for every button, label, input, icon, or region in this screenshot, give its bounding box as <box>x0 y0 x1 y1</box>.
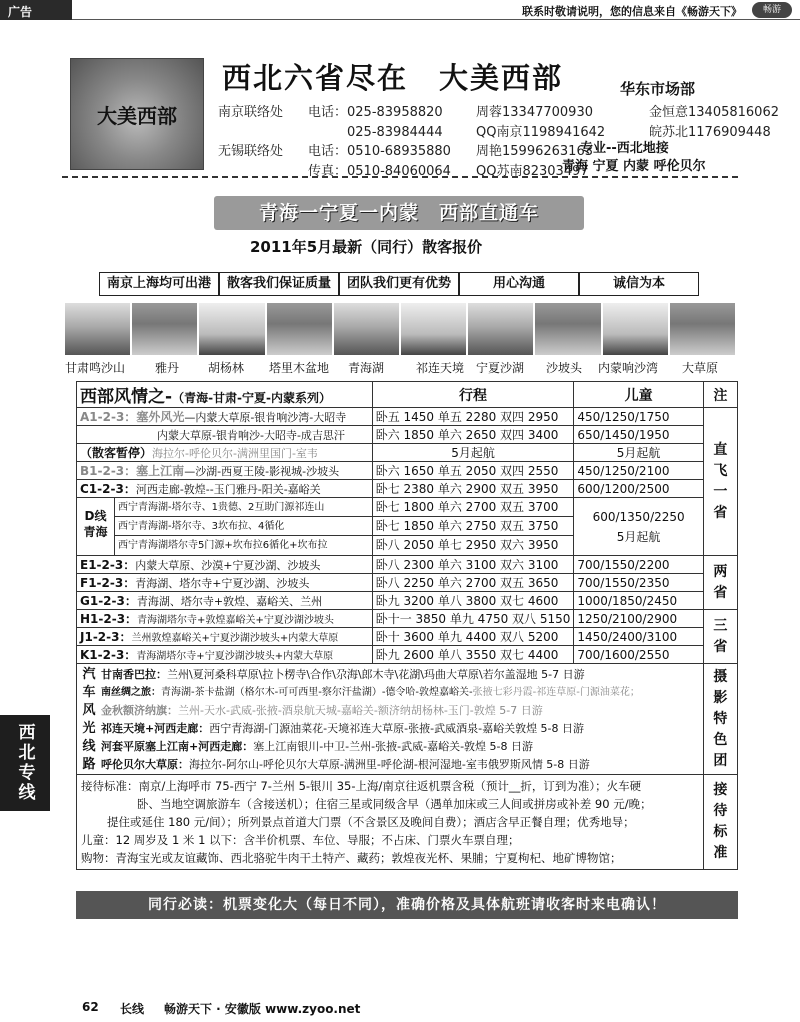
table-title: 西部风情之-（青海-甘肃-宁夏-内蒙系列） <box>77 382 373 408</box>
page-number: 62 <box>82 1000 99 1014</box>
scenery-photo <box>334 303 399 355</box>
slogan: 西北六省尽在 大美西部 <box>222 61 564 95</box>
note-three-provinces: 三省 <box>703 610 737 664</box>
shopping-info: 购物：青海宝光或友谊藏饰、西北骆驼牛肉干土特产、藏药；敦煌夜光杯、果脯；宁夏枸杞、地矿博物馆； <box>81 851 622 865</box>
note-two-provinces: 两省 <box>703 556 737 610</box>
source-note: 联系时敬请说明，您的信息来自《畅游天下》 <box>522 5 742 18</box>
motto: 散客我们保证质量 <box>220 273 340 295</box>
auto-tour-routes <box>77 664 738 775</box>
table-row: J1-2-3：兰州敦煌嘉峪关+宁夏沙湖沙坡头+内蒙大草原 卧十 3600 单九 4400 双八 5200 1450/2400/3100 <box>77 628 738 646</box>
photo-caption: 沙坡头 <box>546 361 583 375</box>
contact-row: 南京联络处 电话：025-83958820 周蓉13347700930 金恒意13405816062 <box>218 105 779 120</box>
motto: 南京上海均可出港 <box>100 273 220 295</box>
scenery-photo <box>603 303 668 355</box>
motto: 诚信为本 <box>612 276 665 291</box>
photo-caption: 塔里木盆地 <box>269 361 330 375</box>
auto-route: 祁连天境+河西走廊：西宁青海湖-门源油菜花-天境祁连大草原-张掖-武威酒泉-嘉峪关敦煌 5-8 日游 <box>101 722 585 735</box>
d-line-label: D线 青海 <box>77 498 115 555</box>
photo-caption: 胡杨林 <box>208 361 245 375</box>
table-row: G1-2-3：青海湖、塔尔寺+敦煌、嘉峪关、兰州 卧九 3200 单八 3800 双七 4600 1000/1850/2450 <box>77 592 738 610</box>
standard-line: 提住或延住 180 元/间）；所列景点首道大门票（不含景区及晚间自费）；酒店含早正餐自理；优秀地导； <box>107 815 635 829</box>
ad-content <box>62 46 779 913</box>
auto-label: 汽 车 风 光 线 路 <box>82 667 96 772</box>
scenery-photo <box>670 303 735 355</box>
contacts <box>218 103 800 181</box>
note-direct: 直飞一省 <box>703 408 737 556</box>
scenery-photo <box>199 303 264 355</box>
scenery-photo <box>401 303 466 355</box>
photo-caption: 内蒙响沙湾 <box>598 361 659 375</box>
scenery-photo <box>132 303 197 355</box>
notice-band: 同行必读：机票变化大（每日不同），准确价格及具体航班请收客时来电确认！ <box>76 891 738 919</box>
table-row: D线 青海 西宁青海湖-塔尔寺、1贵德、2互助门源祁连山 西宁青海湖-塔尔寺、3坎布拉、4循化 西宁青海湖塔尔寺5门源+坎布拉6循化+坎布拉 卧七 1800 单六 2700 双五 3700 卧七 1850 单六 2750 双五 3750 卧八 2050 单七 2950 双六 3950 600/1350/2250 5月起航 <box>77 498 738 556</box>
table-row: C1-2-3：河西走廊-敦煌--玉门雅丹-阳关-嘉峪关 卧七 2380 单六 2900 双五 3950 600/1200/2500 <box>77 480 738 498</box>
table-row: 内蒙大草原-银肯响沙-大昭寺-成吉思汗 卧六 1850 单六 2650 双四 3400 650/1450/1950 <box>77 426 738 444</box>
table-row: （散客暂停）海拉尔-呼伦贝尔-满洲里国门-室韦 5月起航 5月起航 <box>77 444 738 462</box>
ad-tag: 广告 <box>0 0 72 20</box>
price-subtitle: 2011年5月最新（同行）散客报价 <box>250 238 483 256</box>
auto-route: 河套平原塞上江南+河西走廊：塞上江南银川-中卫-兰州-张掖-武威-嘉峪关-敦煌 5-8 日游 <box>101 740 533 753</box>
photo-caption: 大草原 <box>682 361 719 375</box>
table-row: E1-2-3：内蒙大草原、沙漠+宁夏沙湖、沙坡头 卧八 2300 单六 3100 双六 3100 700/1550/2200 两省 <box>77 556 738 574</box>
scenery-photo <box>267 303 332 355</box>
auto-route: 呼伦贝尔大草原：海拉尔-阿尔山-呼伦贝尔大草原-满洲里-呼伦湖-根河湿地-室韦俄罗斯风情 5-8 日游 <box>101 758 590 771</box>
photo-caption: 青海湖 <box>348 361 385 375</box>
specialty-line: 专业--西北地接 <box>580 141 669 156</box>
contact-row: 传真：0510-84060064 QQ苏南82303497 <box>308 163 589 179</box>
contact-row: 无锡联络处 电话：0510-68935880 周艳15996263163 <box>218 144 593 159</box>
motto: 用心沟通 <box>460 273 580 295</box>
company-logo: 大美西部 <box>70 58 204 170</box>
column-header-trip: 行程 <box>372 382 574 408</box>
auto-route: 南丝绸之旅：青海湖-茶卡盐湖（格尔木-可可西里-察尔汗盐湖）-德令哈-敦煌嘉峪关-张掖七彩丹霞-祁连草原-门源油菜花； <box>101 687 640 698</box>
standard-line: 接待标准：南京/上海呼市 75-西宁 7-兰州 5-银川 35-上海/南京往返机票含税（预计__折，订到为准）；火车硬 <box>81 779 642 793</box>
table-row: K1-2-3：青海湖塔尔寺+宁夏沙湖沙坡头+内蒙大草原 卧九 2600 单八 3550 双七 4400 700/1600/2550 <box>77 646 738 664</box>
specialty-regions: 青海 宁夏 内蒙 呼伦贝尔 <box>562 159 706 174</box>
photo-caption: 甘肃鸣沙山 <box>65 361 126 375</box>
column-header-note: 注 <box>703 382 737 408</box>
table-header <box>77 382 738 408</box>
market-department: 华东市场部 <box>620 80 696 98</box>
table-row: H1-2-3：青海湖塔尔寺+敦煌嘉峪关+宁夏沙湖沙坡头 卧十一 3850 单九 4750 双八 5150 1250/2100/2900 三省 <box>77 610 738 628</box>
scenery-photo <box>468 303 533 355</box>
photo-strip <box>65 303 735 355</box>
top-bar <box>0 0 800 20</box>
price-table <box>76 381 738 870</box>
reception-standard <box>77 775 738 870</box>
section-name: 长线 <box>120 1002 145 1016</box>
note-standard: 接待标准 <box>703 775 737 870</box>
column-header-child: 儿童 <box>574 382 703 408</box>
photo-caption: 雅丹 <box>155 361 180 375</box>
photo-caption: 祁连天境 <box>416 361 465 375</box>
table-row: F1-2-3：青海湖、塔尔寺+宁夏沙湖、沙坡头 卧八 2250 单六 2700 双五 3650 700/1550/2350 <box>77 574 738 592</box>
standard-line: 卧、当地空调旅游车（含接送机）；住宿三星或同级含早（遇单加床或三人间或拼房或补差 90 元/晚； <box>137 797 652 811</box>
auto-route: 金秋额济纳旗：兰州-天水-武威-张掖-酒泉航天城-嘉峪关-额济纳胡杨林-玉门-敦煌 5-7 日游 <box>101 704 543 717</box>
publication-site: 畅游天下 · 安徽版 www.zyoo.net <box>164 1002 361 1016</box>
auto-route: 甘南香巴拉：兰州\夏河桑科草原\拉卜楞寺\合作\尕海\郎木寺\花湖\玛曲大草原\若尔盖湿地 5-7 日游 <box>101 668 585 681</box>
scenery-photo <box>65 303 130 355</box>
children-policy: 儿童：12 周岁及 1 米 1 以下：含半价机票、车位、导服；不占床、门票火车票自理； <box>81 833 520 847</box>
table-row: A1-2-3：塞外风光—内蒙大草原-银肯响沙湾-大昭寺 卧五 1450 单五 2280 双四 2950 450/1250/1750 直飞一省 <box>77 408 738 426</box>
note-photography: 摄影特色团 <box>703 664 737 775</box>
table-row: B1-2-3：塞上江南—沙湖-西夏王陵-影视城-沙坡头 卧六 1650 单五 2050 双四 2550 450/1250/2100 <box>77 462 738 480</box>
magazine-logo: 畅游 <box>752 2 792 18</box>
header <box>62 46 779 179</box>
scenery-photo <box>535 303 600 355</box>
side-tab: 西北专线 <box>0 715 50 811</box>
motto-bar <box>99 272 699 296</box>
route-banner: 青海一宁夏一内蒙 西部直通车 <box>214 196 584 230</box>
contact-row: 025-83984444 QQ南京1198941642 皖苏北1176909448 <box>308 124 771 140</box>
photo-caption: 宁夏沙湖 <box>476 361 525 375</box>
motto: 团队我们更有优势 <box>340 273 460 295</box>
